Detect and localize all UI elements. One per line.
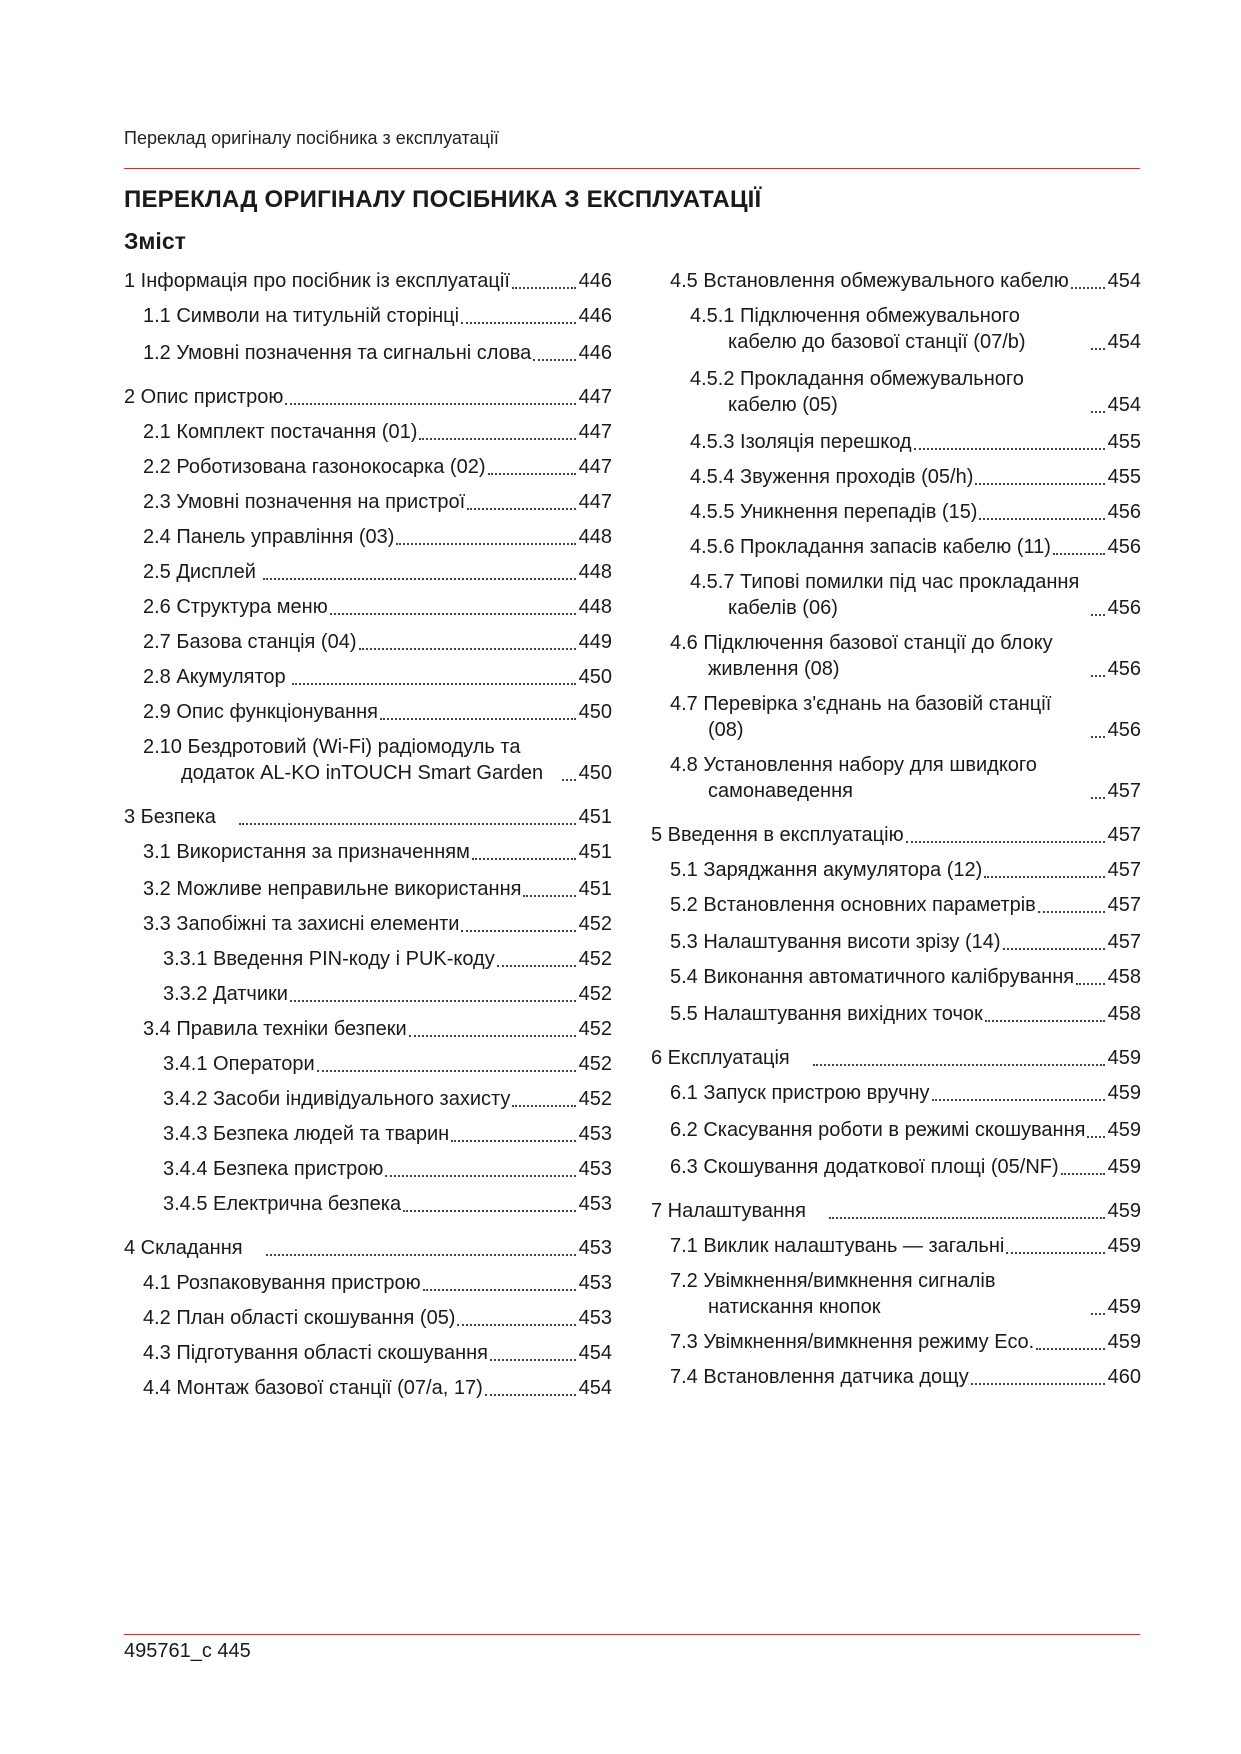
toc-spacer: [124, 550, 612, 559]
toc-entry[interactable]: [651, 857, 1141, 883]
toc-entry[interactable]: [124, 594, 612, 620]
toc-entry[interactable]: [651, 1364, 1141, 1390]
toc-entry-title: 6.2 Скасування роботи в режимі скошування: [670, 1119, 1086, 1141]
toc-spacer: [124, 902, 612, 911]
toc-entry-page: 456: [1107, 536, 1141, 558]
toc-entry-page: 459: [1107, 1296, 1141, 1318]
toc-entry-title: 5.5 Налаштування вихідних точок: [670, 1003, 983, 1025]
dot-leader: [488, 472, 576, 475]
toc-entry-title: 1.2 Умовні позначення та сигнальні слова: [143, 342, 532, 364]
toc-entry-page: 447: [578, 491, 612, 513]
dot-leader: [984, 875, 1104, 878]
toc-entry-page: 455: [1107, 431, 1141, 453]
toc-entry[interactable]: [651, 1329, 1141, 1355]
toc-entry[interactable]: [124, 1016, 612, 1042]
toc-spacer: [124, 690, 612, 699]
toc-entry[interactable]: [124, 946, 612, 972]
dot-leader: [1091, 347, 1105, 350]
toc-entry[interactable]: [124, 1121, 612, 1147]
toc-entry-title: 6 Експлуатація: [651, 1047, 790, 1069]
dot-leader: [317, 1069, 576, 1072]
toc-entry-title: 7.4 Встановлення датчика дощу: [670, 1366, 969, 1388]
toc-spacer: [651, 1355, 1141, 1364]
toc-spacer: [124, 1182, 612, 1191]
toc-spacer: [124, 1331, 612, 1340]
toc-entry-title: 2.4 Панель управління (03): [143, 526, 395, 548]
toc-entry[interactable]: [124, 876, 612, 902]
toc-spacer: [124, 725, 612, 734]
toc-entry-page: 452: [578, 948, 612, 970]
dot-leader: [290, 999, 576, 1002]
dot-leader: [490, 1358, 576, 1361]
toc-entry[interactable]: [651, 1117, 1141, 1143]
toc-entry-title: 4.6 Підключення базової станції до блоку живлення (08): [670, 632, 1053, 680]
toc-spacer: [651, 418, 1141, 429]
toc-spacer: [651, 918, 1141, 929]
toc-spacer: [124, 937, 612, 946]
toc-entry-page: 454: [1107, 394, 1141, 416]
toc-entry[interactable]: [124, 1235, 612, 1261]
toc-entry[interactable]: [124, 911, 612, 937]
toc-entry-title: 3.4.3 Безпека людей та тварин: [163, 1123, 450, 1145]
toc-entry-page: 458: [1107, 966, 1141, 988]
toc-entry[interactable]: [124, 629, 612, 655]
toc-spacer: [124, 1217, 612, 1235]
toc-entry-page: 447: [578, 386, 612, 408]
toc-spacer: [651, 525, 1141, 534]
toc-entry[interactable]: [651, 1198, 1141, 1224]
toc-entry-title: 2.1 Комплект постачання (01): [143, 421, 418, 443]
document-title: ПЕРЕКЛАД ОРИГІНАЛУ ПОСІБНИКА З ЕКСПЛУАТАЦІЇ: [124, 186, 762, 213]
dot-leader: [419, 437, 575, 440]
toc-entry-title: 1 Інформація про посібник із експлуатації: [124, 270, 510, 292]
dot-leader: [979, 517, 1104, 520]
dot-leader: [906, 840, 1105, 843]
toc-entry-title: 4.5.1 Підключення обмежувального кабелю до базової станції (07/b): [690, 305, 1026, 353]
toc-spacer: [651, 1143, 1141, 1154]
toc-spacer: [651, 1224, 1141, 1233]
toc-entry[interactable]: [651, 268, 1141, 294]
header-divider: [124, 168, 1140, 169]
toc-spacer: [124, 1296, 612, 1305]
toc-entry-page: 459: [1107, 1331, 1141, 1353]
dot-leader: [266, 1253, 576, 1256]
toc-entry[interactable]: [124, 384, 612, 410]
toc-entry[interactable]: [124, 699, 612, 725]
toc-entry[interactable]: [651, 534, 1141, 560]
dot-leader: [380, 717, 576, 720]
toc-spacer: [124, 294, 612, 303]
toc-entry[interactable]: [124, 524, 612, 550]
toc-entry-page: 457: [1107, 894, 1141, 916]
toc-entry-title: 2.8 Акумулятор: [143, 666, 286, 688]
toc-entry[interactable]: [651, 1080, 1141, 1106]
toc-spacer: [124, 445, 612, 454]
toc-entry-title: 5.4 Виконання автоматичного калібрування: [670, 966, 1075, 988]
toc-entry[interactable]: [651, 892, 1141, 918]
dot-leader: [914, 447, 1105, 450]
toc-entry-title: 4.7 Перевірка з'єднань на базовій станції (08): [670, 693, 1052, 741]
dot-leader: [485, 1393, 576, 1396]
toc-entry[interactable]: [651, 929, 1141, 955]
toc-entry-title: 2.5 Дисплей: [143, 561, 256, 583]
footer-divider: [124, 1634, 1140, 1635]
toc-entry-title: 1.1 Символи на титульній сторінці: [143, 305, 460, 327]
toc-entry-title: 3.4.4 Безпека пристрою: [163, 1158, 384, 1180]
toc-spacer: [124, 620, 612, 629]
toc-entry[interactable]: [651, 464, 1141, 490]
dot-leader: [813, 1063, 1105, 1066]
toc-entry-page: 456: [1107, 501, 1141, 523]
dot-leader: [1071, 286, 1105, 289]
toc-spacer: [651, 883, 1141, 892]
toc-entry-page: 453: [578, 1272, 612, 1294]
toc-entry-page: 455: [1107, 466, 1141, 488]
dot-leader: [562, 778, 576, 781]
toc-entry-title: 7.1 Виклик налаштувань — загальні: [670, 1235, 1005, 1257]
toc-entry-page: 457: [1107, 931, 1141, 953]
toc-entry[interactable]: [124, 981, 612, 1007]
dot-leader: [1036, 1347, 1104, 1350]
toc-spacer: [651, 1106, 1141, 1117]
dot-leader: [423, 1288, 576, 1291]
dot-leader: [533, 358, 575, 361]
dot-leader: [285, 402, 575, 405]
toc-entry-page: 459: [1107, 1156, 1141, 1178]
toc-entry-title: 7.2 Увімкнення/вимкнення сигналів натискання кнопок: [670, 1270, 996, 1318]
toc-entry-page: 459: [1107, 1047, 1141, 1069]
toc-entry-title: 7 Налаштування: [651, 1200, 806, 1222]
dot-leader: [1087, 1135, 1104, 1138]
toc-entry[interactable]: [124, 303, 612, 329]
toc-entry[interactable]: [124, 454, 612, 480]
toc-spacer: [651, 682, 1141, 691]
toc-entry-page: 449: [578, 631, 612, 653]
toc-entry-title: 3.1 Використання за призначенням: [143, 841, 470, 863]
toc-entry-title: 2.3 Умовні позначення на пристрої: [143, 491, 466, 513]
toc-entry-page: 452: [578, 1088, 612, 1110]
dot-leader: [1061, 1172, 1105, 1175]
dot-leader: [359, 647, 576, 650]
toc-entry[interactable]: [651, 366, 1141, 418]
toc-entry[interactable]: [124, 1305, 612, 1331]
toc-entry-page: 456: [1107, 719, 1141, 741]
toc-entry-page: 446: [578, 342, 612, 364]
toc-entry-title: 4 Складання: [124, 1237, 243, 1259]
running-header: Переклад оригіналу посібника з експлуатації: [124, 128, 499, 148]
toc-spacer: [651, 990, 1141, 1001]
toc-entry-page: 446: [578, 270, 612, 292]
toc-spacer: [124, 1007, 612, 1016]
dot-leader: [263, 577, 576, 580]
dot-leader: [409, 1034, 576, 1037]
dot-leader: [451, 1139, 575, 1142]
toc-spacer: [124, 655, 612, 664]
toc-entry[interactable]: [651, 1233, 1141, 1259]
toc-column-left: [124, 268, 612, 1401]
toc-heading: Зміст: [124, 228, 186, 254]
toc-entry[interactable]: [124, 839, 612, 865]
dot-leader: [396, 542, 575, 545]
toc-entry-page: 448: [578, 526, 612, 548]
toc-entry[interactable]: [651, 429, 1141, 455]
toc-entry-page: 456: [1107, 658, 1141, 680]
toc-entry-page: 454: [1107, 331, 1141, 353]
toc-spacer: [124, 865, 612, 876]
toc-entry-page: 451: [578, 878, 612, 900]
toc-entry[interactable]: [651, 752, 1141, 804]
dot-leader: [461, 321, 576, 324]
toc-entry-page: 457: [1107, 859, 1141, 881]
toc-entry[interactable]: [124, 419, 612, 445]
toc-entry-title: 3.4.1 Оператори: [163, 1053, 315, 1075]
toc-spacer: [124, 480, 612, 489]
toc-entry-title: 3.4.2 Засоби індивідуального захисту: [163, 1088, 511, 1110]
toc-spacer: [651, 490, 1141, 499]
toc-entry-title: 4.5.5 Уникнення перепадів (15): [690, 501, 978, 523]
toc-entry-page: 448: [578, 596, 612, 618]
toc-entry-title: 3.3.2 Датчики: [163, 983, 288, 1005]
dot-leader: [403, 1209, 576, 1212]
toc-entry[interactable]: [124, 734, 612, 786]
toc-spacer: [651, 743, 1141, 752]
toc-entry-page: 458: [1107, 1003, 1141, 1025]
dot-leader: [292, 682, 575, 685]
toc-entry-title: 3 Безпека: [124, 806, 216, 828]
toc-spacer: [651, 1320, 1141, 1329]
toc-entry-title: 4.8 Установлення набору для швидкого самонаведення: [670, 754, 1037, 802]
toc-entry[interactable]: [651, 1154, 1141, 1180]
toc-entry-title: 5.2 Встановлення основних параметрів: [670, 894, 1036, 916]
toc-spacer: [124, 972, 612, 981]
toc-entry-page: 456: [1107, 597, 1141, 619]
toc-spacer: [124, 830, 612, 839]
toc-entry-title: 5 Введення в експлуатацію: [651, 824, 904, 846]
toc-entry-page: 453: [578, 1193, 612, 1215]
toc-entry[interactable]: [651, 303, 1141, 355]
toc-entry[interactable]: [124, 1051, 612, 1077]
toc-entry-title: 3.3 Запобіжні та захисні елементи: [143, 913, 460, 935]
toc-entry-title: 4.5 Встановлення обмежувального кабелю: [670, 270, 1069, 292]
dot-leader: [239, 822, 575, 825]
dot-leader: [1006, 1251, 1104, 1254]
toc-entry-page: 453: [578, 1123, 612, 1145]
toc-entry-page: 450: [578, 762, 612, 784]
toc-entry-page: 454: [578, 1342, 612, 1364]
dot-leader: [1091, 410, 1105, 413]
dot-leader: [1038, 910, 1105, 913]
dot-leader: [512, 286, 576, 289]
toc-spacer: [124, 410, 612, 419]
toc-spacer: [124, 1147, 612, 1156]
toc-entry[interactable]: [124, 268, 612, 294]
toc-entry-page: 453: [578, 1237, 612, 1259]
toc-entry-page: 453: [578, 1158, 612, 1180]
toc-entry-title: 3.2 Можливе неправильне використання: [143, 878, 522, 900]
dot-leader: [1091, 735, 1105, 738]
toc-entry-title: 4.1 Розпаковування пристрою: [143, 1272, 421, 1294]
toc-entry-title: 2.2 Роботизована газонокосарка (02): [143, 456, 486, 478]
toc-entry-page: 452: [578, 1018, 612, 1040]
toc-spacer: [651, 560, 1141, 569]
toc-entry-page: 454: [1107, 270, 1141, 292]
toc-entry[interactable]: [124, 1270, 612, 1296]
toc-entry-title: 4.5.6 Прокладання запасів кабелю (11): [690, 536, 1051, 558]
toc-entry[interactable]: [651, 1268, 1141, 1320]
toc-entry[interactable]: [651, 1001, 1141, 1027]
toc-entry[interactable]: [124, 664, 612, 690]
toc-entry-page: 451: [578, 806, 612, 828]
toc-entry-title: 2 Опис пристрою: [124, 386, 284, 408]
toc-spacer: [124, 786, 612, 804]
toc-column-right: [651, 268, 1141, 1390]
page-footer: 495761_c 445: [124, 1640, 251, 1662]
dot-leader: [472, 857, 576, 860]
toc-entry-page: 457: [1107, 780, 1141, 802]
toc-entry-title: 6.3 Скошування додаткової площі (05/NF): [670, 1156, 1059, 1178]
toc-spacer: [651, 1027, 1141, 1045]
toc-entry[interactable]: [124, 1340, 612, 1366]
dot-leader: [457, 1323, 575, 1326]
dot-leader: [932, 1098, 1105, 1101]
dot-leader: [985, 1019, 1105, 1022]
dot-leader: [385, 1174, 575, 1177]
dot-leader: [1053, 552, 1105, 555]
toc-entry-title: 5.1 Заряджання акумулятора (12): [670, 859, 983, 881]
toc-entry[interactable]: [124, 340, 612, 366]
dot-leader: [461, 929, 575, 932]
toc-entry[interactable]: [124, 489, 612, 515]
toc-entry[interactable]: [124, 804, 612, 830]
toc-entry[interactable]: [124, 1086, 612, 1112]
toc-entry-page: 459: [1107, 1082, 1141, 1104]
toc-spacer: [124, 366, 612, 384]
toc-entry-page: 447: [578, 456, 612, 478]
toc-spacer: [651, 804, 1141, 822]
toc-entry[interactable]: [124, 1156, 612, 1182]
toc-spacer: [124, 585, 612, 594]
toc-entry-title: 2.10 Бездротовий (Wi-Fi) радіомодуль та додаток AL-KO inTOUCH Smart Garden: [143, 736, 544, 784]
toc-entry[interactable]: [651, 499, 1141, 525]
toc-entry-page: 447: [578, 421, 612, 443]
toc-entry-title: 4.3 Підготування області скошування: [143, 1342, 488, 1364]
toc-spacer: [651, 294, 1141, 303]
toc-entry-title: 4.5.2 Прокладання обмежувального кабелю (05): [690, 368, 1024, 416]
toc-entry-title: 3.4.5 Електрична безпека: [163, 1193, 402, 1215]
toc-entry-title: 6.1 Запуск пристрою вручну: [670, 1082, 930, 1104]
toc-spacer: [124, 515, 612, 524]
toc-spacer: [124, 1112, 612, 1121]
toc-entry-page: 452: [578, 913, 612, 935]
toc-entry-title: 2.7 Базова станція (04): [143, 631, 357, 653]
toc-entry[interactable]: [651, 569, 1141, 621]
toc-entry[interactable]: [651, 1045, 1141, 1071]
toc-spacer: [124, 1366, 612, 1375]
dot-leader: [1091, 796, 1105, 799]
dot-leader: [1091, 613, 1105, 616]
toc-entry-title: 4.2 План області скошування (05): [143, 1307, 456, 1329]
toc-entry-title: 5.3 Налаштування висоти зрізу (14): [670, 931, 1001, 953]
toc-entry-page: 452: [578, 1053, 612, 1075]
dot-leader: [497, 964, 576, 967]
toc-entry-page: 448: [578, 561, 612, 583]
toc-entry-title: 2.6 Структура меню: [143, 596, 328, 618]
toc-entry-page: 446: [578, 305, 612, 327]
toc-spacer: [651, 1259, 1141, 1268]
toc-entry-page: 459: [1107, 1119, 1141, 1141]
toc-entry[interactable]: [651, 964, 1141, 990]
toc-entry-page: 451: [578, 841, 612, 863]
toc-entry[interactable]: [124, 1191, 612, 1217]
toc-spacer: [651, 355, 1141, 366]
toc-spacer: [651, 955, 1141, 964]
toc-entry-page: 452: [578, 983, 612, 1005]
dot-leader: [467, 507, 575, 510]
toc-entry-title: 2.9 Опис функціонування: [143, 701, 379, 723]
dot-leader: [829, 1216, 1104, 1219]
dot-leader: [1091, 674, 1105, 677]
dot-leader: [1076, 982, 1105, 985]
toc-entry[interactable]: [651, 691, 1141, 743]
toc-entry-title: 4.5.4 Звуження проходів (05/h): [690, 466, 974, 488]
toc-entry[interactable]: [651, 822, 1141, 848]
toc-entry[interactable]: [651, 630, 1141, 682]
dot-leader: [512, 1104, 575, 1107]
toc-entry-title: 7.3 Увімкнення/вимкнення режиму Eco.: [670, 1331, 1035, 1353]
toc-spacer: [651, 848, 1141, 857]
toc-entry-title: 3.4 Правила техніки безпеки: [143, 1018, 407, 1040]
dot-leader: [971, 1382, 1105, 1385]
toc-spacer: [124, 1042, 612, 1051]
toc-spacer: [651, 621, 1141, 630]
toc-entry-page: 450: [578, 666, 612, 688]
toc-spacer: [651, 455, 1141, 464]
dot-leader: [330, 612, 576, 615]
toc-entry-title: 4.5.3 Ізоляція перешкод: [690, 431, 912, 453]
dot-leader: [975, 482, 1104, 485]
toc-spacer: [124, 1261, 612, 1270]
toc-entry[interactable]: [124, 559, 612, 585]
toc-entry-title: 4.4 Монтаж базової станції (07/a, 17): [143, 1377, 483, 1399]
toc-spacer: [651, 1180, 1141, 1198]
toc-entry-page: 459: [1107, 1235, 1141, 1257]
dot-leader: [523, 894, 575, 897]
toc-entry-page: 457: [1107, 824, 1141, 846]
dot-leader: [1091, 1312, 1105, 1315]
toc-entry[interactable]: [124, 1375, 612, 1401]
toc-spacer: [124, 1077, 612, 1086]
toc-entry-page: 454: [578, 1377, 612, 1399]
toc-entry-title: 3.3.1 Введення PIN-коду і PUK-коду: [163, 948, 495, 970]
toc-entry-page: 460: [1107, 1366, 1141, 1388]
toc-spacer: [124, 329, 612, 340]
toc-entry-page: 450: [578, 701, 612, 723]
toc-entry-page: 459: [1107, 1200, 1141, 1222]
toc-spacer: [651, 1071, 1141, 1080]
toc-entry-page: 453: [578, 1307, 612, 1329]
toc-entry-title: 4.5.7 Типові помилки під час прокладання кабелів (06): [690, 571, 1080, 619]
dot-leader: [1003, 947, 1105, 950]
